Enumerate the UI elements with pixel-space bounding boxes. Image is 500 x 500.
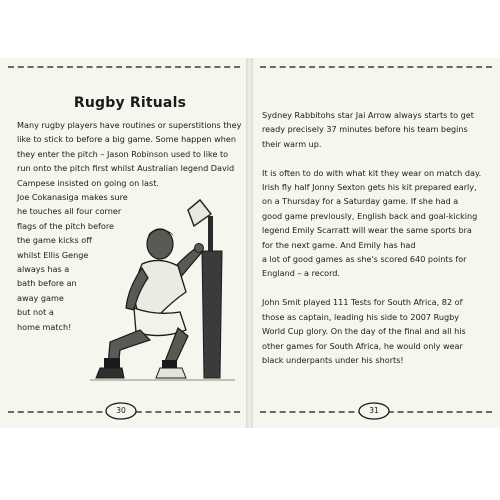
text-line: John Smit played 111 Tests for South Africa, 82 of <box>262 297 463 308</box>
text-line: the game kicks off <box>17 235 92 246</box>
text-line: black underpants under his shorts! <box>262 354 404 365</box>
text-line: whilst Ellis Genge <box>17 249 89 260</box>
player-left-boot <box>96 368 124 378</box>
text-line: he touches all four corner <box>17 206 122 217</box>
text-line: It is often to do with what kit they wear on match day. <box>262 167 482 178</box>
player-hand <box>195 244 204 253</box>
top-dashed-rule-left <box>8 66 240 68</box>
text-line: Sydney Rabbitohs star Jai Arrow always starts to get <box>262 110 474 120</box>
player-head <box>147 229 173 259</box>
text-line: away game <box>17 292 64 303</box>
post-padding <box>202 251 222 378</box>
text-line: Irish fly half Jonny Sexton gets his kit prepared early, <box>262 182 477 193</box>
text-line: they enter the pitch – Jason Robinson used to like to <box>17 148 229 159</box>
text-line: like to stick to before a big game. Some happen when <box>17 134 236 145</box>
text-line: flags of the pitch before <box>17 220 114 231</box>
text-line: Many rugby players have routines or superstitions they <box>17 120 242 130</box>
text-line <box>262 281 481 295</box>
player-left-sock <box>104 358 120 368</box>
text-line: run onto the pitch first whilst Australian legend David <box>17 163 235 174</box>
page-number-right <box>357 401 391 421</box>
corner-flag <box>188 200 211 226</box>
page-number-left <box>104 401 138 421</box>
text-line: those as captain, leading his side to 2007 Rugby <box>262 311 460 322</box>
text-line: home match! <box>17 321 72 332</box>
text-line: bath before an <box>17 278 77 289</box>
text-line: legend Emily Scarratt will wear the same sports bra <box>262 225 472 236</box>
text-line: ready precisely 37 minutes before his team begins <box>262 124 468 135</box>
page-title: Rugby Rituals <box>73 95 187 111</box>
book-gutter <box>246 58 253 428</box>
top-dashed-rule-right <box>260 66 492 68</box>
text-line: always has a <box>17 264 70 275</box>
rugby-player-illustration <box>90 196 240 388</box>
text-line: World Cup glory. On the day of the final and all his <box>262 326 466 337</box>
text-line: England – a record. <box>262 268 341 279</box>
text-line: for the next game. And Emily has had <box>262 239 416 250</box>
text-line: on a Thursday for a Saturday game. If she had a <box>262 196 459 207</box>
page-number-label: 30 <box>116 406 126 415</box>
text-line: other games for South Africa, he would only wear <box>262 340 463 351</box>
player-right-boot <box>156 368 186 378</box>
text-line: but not a <box>17 307 54 318</box>
page-number-label: 31 <box>369 406 379 415</box>
text-line: a lot of good games as she's scored 640 points for <box>262 254 467 265</box>
right-body-text <box>262 108 481 367</box>
text-line: Campese insisted on going on last. <box>17 177 159 188</box>
text-line: their warm up. <box>262 138 322 149</box>
player-right-sock <box>162 360 177 368</box>
text-line <box>262 151 481 165</box>
text-line: Joe Cokanasiga makes sure <box>17 192 128 203</box>
text-line: good game previously, English back and goal-kicking <box>262 210 478 221</box>
